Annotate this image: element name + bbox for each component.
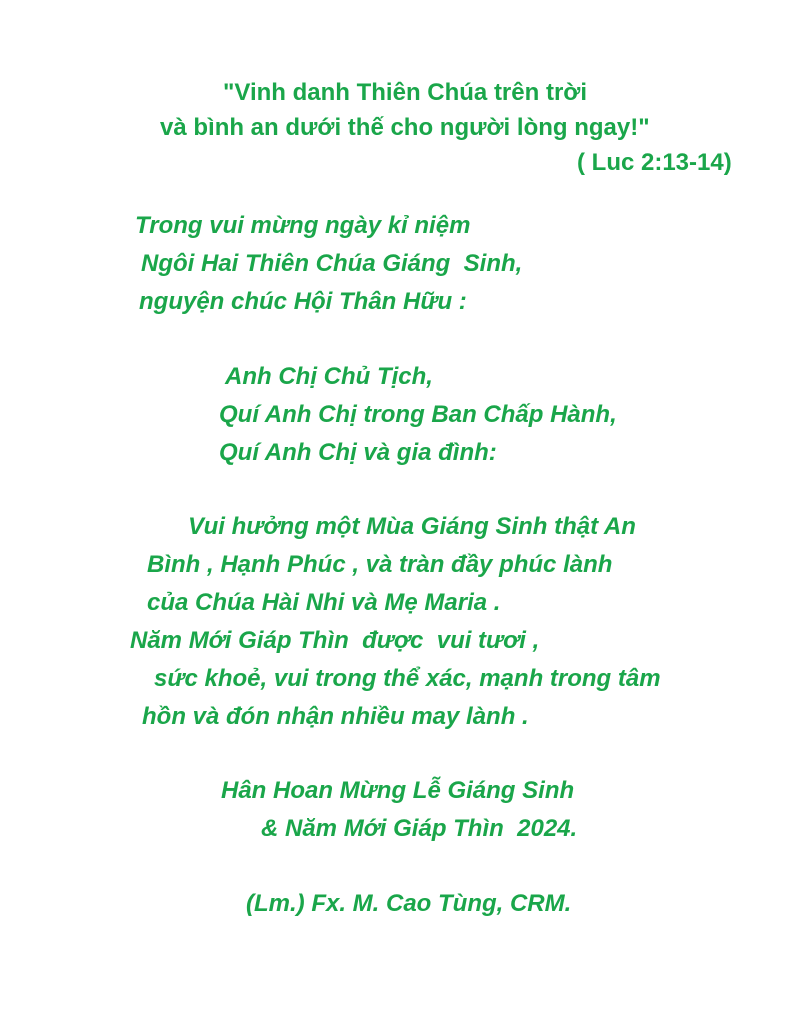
verse-line-2: và bình an dưới thế cho người lòng ngay!" xyxy=(160,114,650,141)
wish-line-5: sức khoẻ, vui trong thể xác, mạnh trong tâm xyxy=(154,665,661,692)
verse-reference: ( Luc 2:13-14) xyxy=(577,149,732,176)
greeting-line-1: Hân Hoan Mừng Lễ Giáng Sinh xyxy=(221,777,575,804)
wish-line-6: hồn và đón nhận nhiều may lành . xyxy=(142,703,529,730)
recipient-line-1: Anh Chị Chủ Tịch, xyxy=(225,363,433,390)
wish-line-4: Năm Mới Giáp Thìn được vui tươi , xyxy=(130,627,540,654)
intro-line-2: Ngôi Hai Thiên Chúa Giáng Sinh, xyxy=(141,250,523,277)
verse-line-1: "Vinh danh Thiên Chúa trên trời xyxy=(223,79,588,106)
greeting-line-2: & Năm Mới Giáp Thìn 2024. xyxy=(261,815,578,842)
wish-line-1: Vui hưởng một Mùa Giáng Sinh thật An xyxy=(188,513,636,540)
recipient-line-3: Quí Anh Chị và gia đình: xyxy=(219,439,497,466)
recipient-line-2: Quí Anh Chị trong Ban Chấp Hành, xyxy=(219,401,617,428)
wish-line-3: của Chúa Hài Nhi và Mẹ Maria . xyxy=(147,589,501,616)
intro-line-3: nguyện chúc Hội Thân Hữu : xyxy=(139,288,467,315)
signature: (Lm.) Fx. M. Cao Tùng, CRM. xyxy=(246,890,572,917)
wish-line-2: Bình , Hạnh Phúc , và tràn đầy phúc lành xyxy=(147,551,613,578)
intro-line-1: Trong vui mừng ngày kỉ niệm xyxy=(135,212,471,239)
